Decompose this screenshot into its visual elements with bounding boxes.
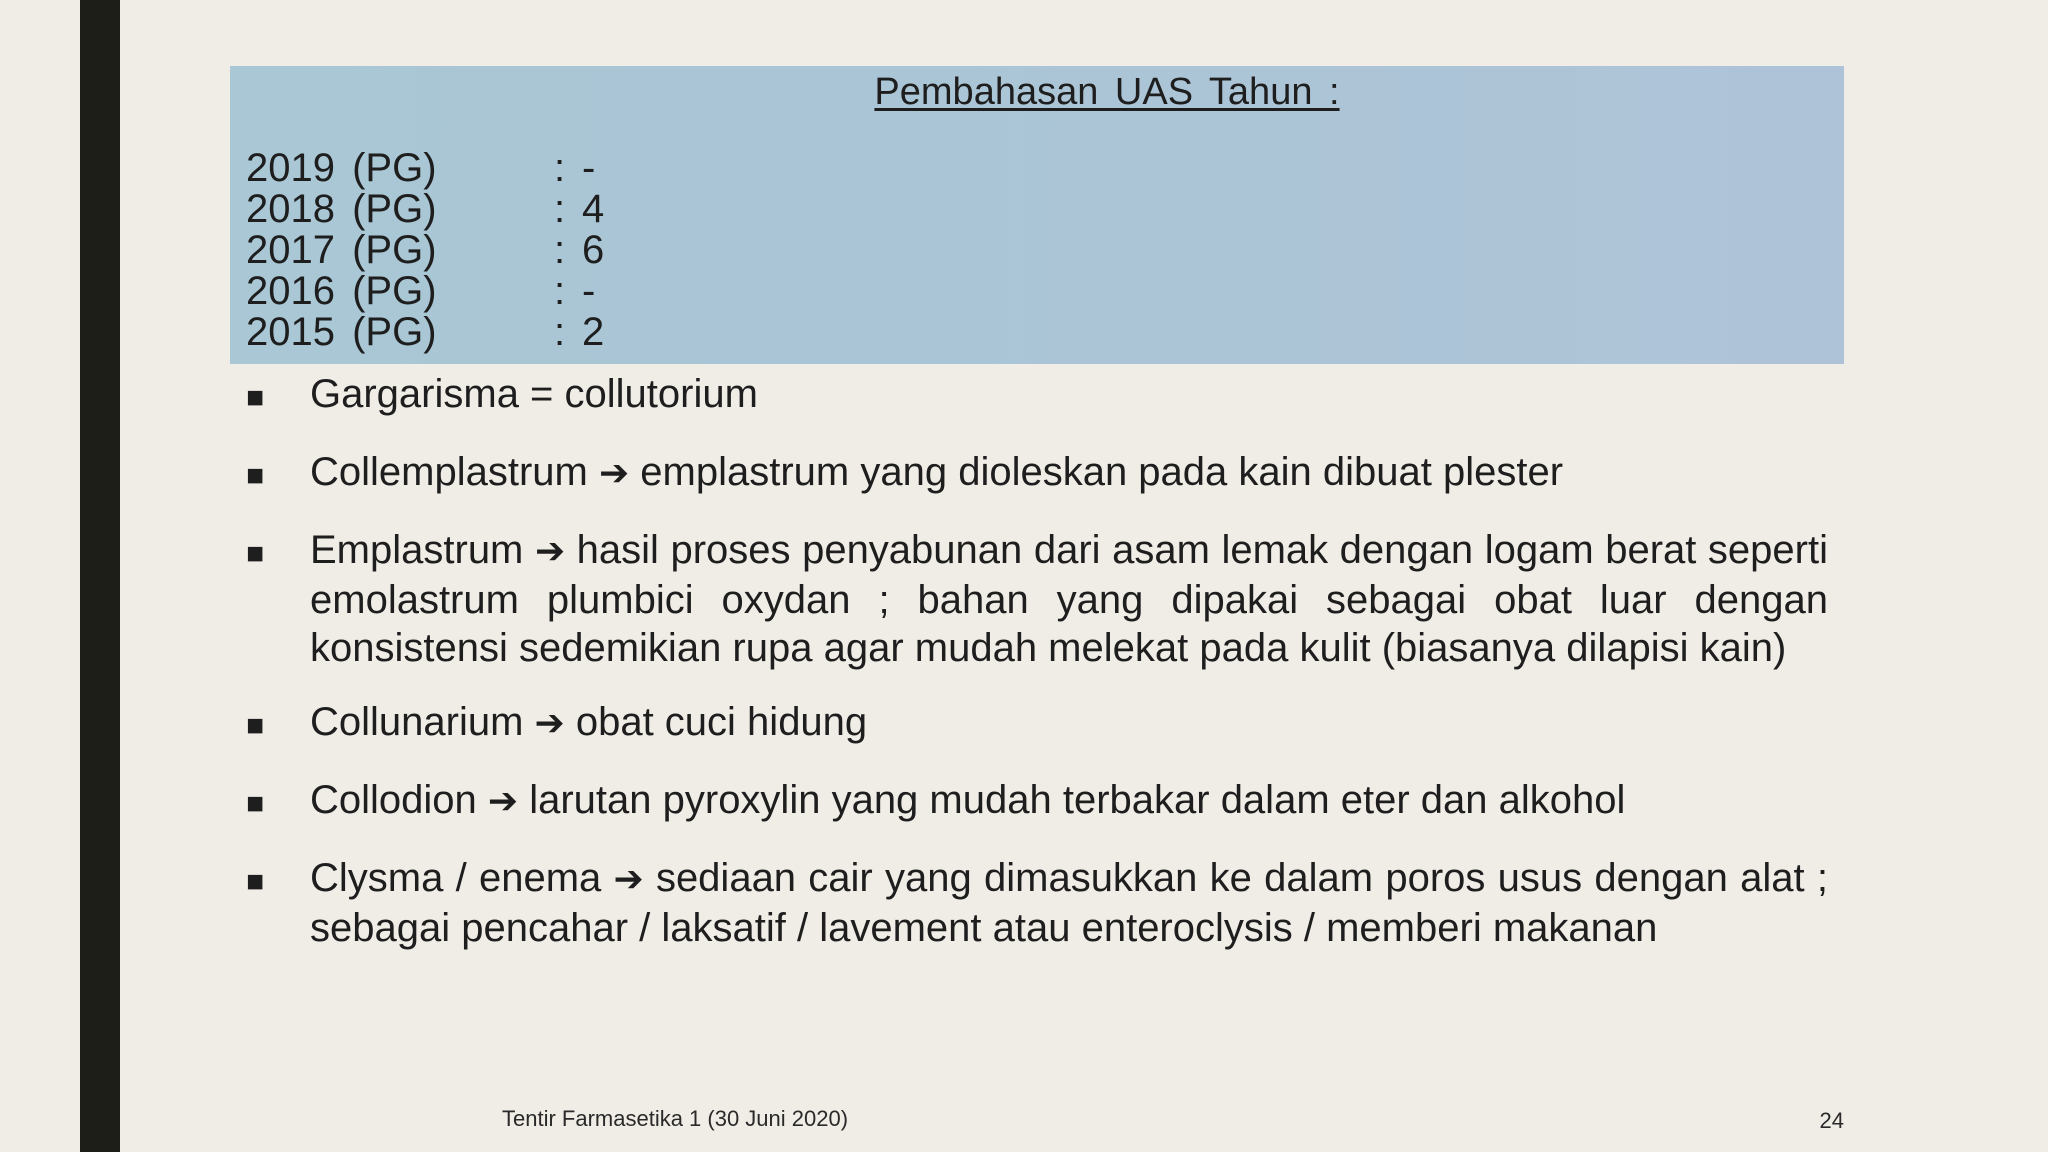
bullet-term: Clysma / enema (310, 856, 602, 900)
year-separator: : (554, 146, 566, 190)
bullet-term: Emplastrum (310, 528, 524, 572)
list-item (246, 698, 1828, 750)
bullet-definition: emplastrum yang dioleskan pada kain dibuat plester (640, 450, 1564, 494)
list-item (246, 776, 1828, 828)
bullet-square-icon: ■ (246, 787, 265, 820)
bullet-text (310, 698, 1828, 748)
bullet-square-icon: ■ (246, 865, 265, 898)
bullet-definition: hasil proses penyabunan dari asam lemak dengan logam berat seperti emolastrum plumbici oxydan ; bahan yang dipakai sebagai obat luar dengan konsistensi sedemikian rupa agar mudah melekat pada kulit (biasanya dilapisi kain) (310, 528, 1828, 670)
year-list (246, 148, 622, 353)
bullet-text (310, 776, 1828, 826)
bullet-term: Collodion (310, 778, 477, 822)
bullet-list (246, 370, 1828, 978)
year-row (246, 148, 622, 189)
footer-text: Tentir Farmasetika 1 (30 Juni 2020) (502, 1106, 849, 1131)
header-box (230, 66, 1844, 364)
year-value: - (582, 146, 596, 190)
bullet-square-icon: ■ (246, 381, 265, 414)
list-item (246, 370, 1828, 422)
bullet-square-icon: ■ (246, 709, 265, 742)
year-row (246, 271, 622, 312)
year-value: 6 (582, 228, 605, 272)
bullet-term: Collunarium (310, 700, 524, 744)
year-separator: : (554, 310, 566, 354)
arrow-right-icon: ➔ (613, 859, 644, 900)
year-label: 2018 (PG) (246, 187, 437, 231)
list-item (246, 448, 1828, 500)
year-value: - (582, 269, 596, 313)
year-value: 4 (582, 187, 605, 231)
year-separator: : (554, 187, 566, 231)
bullet-text (310, 526, 1828, 672)
bullet-square-icon: ■ (246, 459, 265, 492)
arrow-right-icon: ➔ (534, 703, 565, 744)
bullet-text (310, 448, 1828, 498)
arrow-right-icon: ➔ (598, 453, 630, 494)
year-row (246, 189, 622, 230)
year-separator: : (554, 269, 566, 313)
year-label: 2019 (PG) (246, 146, 437, 190)
year-row (246, 230, 622, 271)
page-number: 24 (1819, 1108, 1844, 1133)
left-accent-bar (80, 0, 120, 1152)
bullet-definition: larutan pyroxylin yang mudah terbakar dalam eter dan alkohol (529, 778, 1626, 822)
bullet-text (310, 370, 1828, 418)
list-item (246, 526, 1828, 672)
year-label: 2016 (PG) (246, 269, 437, 313)
arrow-right-icon: ➔ (487, 781, 519, 822)
bullet-term: Collemplastrum (310, 450, 588, 494)
year-value: 2 (582, 310, 605, 354)
header-title: Pembahasan UAS Tahun : (874, 71, 1340, 113)
bullet-definition: sediaan cair yang dimasukkan ke dalam poros usus dengan alat ; sebagai pencahar / laksatif / lavement atau enteroclysis / memberi makanan (310, 856, 1828, 950)
year-label: 2017 (PG) (246, 228, 437, 272)
bullet-term: Gargarisma = collutorium (310, 372, 758, 416)
year-label: 2015 (PG) (246, 310, 437, 354)
bullet-square-icon: ■ (246, 537, 265, 570)
year-separator: : (554, 228, 566, 272)
list-item (246, 854, 1828, 952)
bullet-text (310, 854, 1828, 952)
bullet-definition: obat cuci hidung (575, 700, 868, 744)
arrow-right-icon: ➔ (534, 531, 566, 572)
year-row (246, 312, 622, 353)
